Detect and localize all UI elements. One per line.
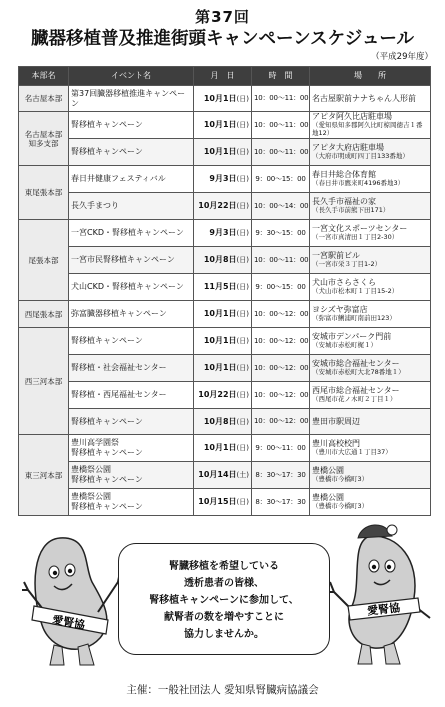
date-value: 10月15日	[198, 497, 237, 507]
venue-name: 名古屋駅前ナナちゃん人形前	[312, 93, 416, 103]
event-cell	[69, 274, 194, 301]
event-cell	[69, 220, 194, 247]
table-row	[19, 166, 431, 193]
message-line: 献腎者の数を増やすことに	[164, 612, 284, 623]
venue-address: （一宮市栄３丁目1-2）	[312, 259, 382, 268]
day-of-week: (日)	[236, 444, 249, 453]
date-cell	[194, 112, 252, 139]
event-name: 腎移植キャンペーン	[71, 120, 143, 130]
date-cell	[194, 435, 252, 462]
venue-cell	[310, 247, 431, 274]
venue-cell	[310, 355, 431, 382]
event-cell	[69, 328, 194, 355]
event-cell	[69, 112, 194, 139]
date-value: 10月1日	[203, 336, 237, 346]
branch-cell: 名古屋本部 知多支部	[19, 112, 69, 166]
venue-cell	[310, 193, 431, 220]
time-cell: 10：00～12：00	[252, 409, 310, 435]
event-name: 犬山CKD・腎移植キャンペーン	[71, 282, 184, 292]
venue-cell	[310, 462, 431, 489]
schedule-table	[18, 66, 431, 516]
venue-address: （長久手市前熊下田171）	[312, 205, 390, 214]
table-body	[19, 86, 431, 516]
venue-address: （弥富市鯏浦町南前田123）	[312, 313, 396, 322]
date-value: 10月22日	[198, 201, 237, 211]
date-cell	[194, 247, 252, 274]
venue-cell	[310, 274, 431, 301]
event-cell	[69, 489, 194, 516]
date-value: 10月8日	[203, 255, 237, 265]
day-of-week: (土)	[236, 471, 249, 480]
day-of-week: (日)	[236, 364, 249, 373]
venue-name: ヨシズヤ弥富店	[312, 305, 368, 315]
event-cell	[69, 193, 194, 220]
day-of-week: (日)	[236, 94, 249, 103]
date-value: 10月1日	[203, 309, 237, 319]
event-cell	[69, 247, 194, 274]
table-row	[19, 382, 431, 409]
date-value: 10月1日	[203, 120, 237, 130]
venue-cell	[310, 409, 431, 435]
date-cell	[194, 462, 252, 489]
date-cell	[194, 139, 252, 166]
venue-address: （西尾市花ノ木町２丁目１）	[312, 394, 397, 403]
left-mascot	[20, 520, 130, 670]
event-name-line2: 腎移植キャンペーン	[71, 448, 143, 457]
day-of-week: (日)	[236, 148, 249, 157]
page-title: 臓器移植普及推進街頭キャンペーンスケジュール	[30, 29, 415, 49]
venue-name: 安城市デンパーク門前	[312, 332, 392, 342]
right-mascot-sash: 愛腎協	[366, 601, 401, 618]
title-number: 第37回	[195, 8, 250, 26]
time-cell: 9：00～11：00	[252, 435, 310, 462]
event-name: 腎移植・社会福祉センター	[71, 363, 167, 373]
day-of-week: (日)	[236, 202, 249, 211]
time-cell: 9：30～15：00	[252, 220, 310, 247]
time-cell: 9：00～15：00	[252, 274, 310, 301]
event-name: 第37回臓器移植推進キャンペーン	[71, 88, 186, 108]
time-cell: 8：30～17：30	[252, 489, 310, 516]
branch-cell: 西三河本部	[19, 328, 69, 435]
time-cell: 10：00～11：00	[252, 247, 310, 274]
table-row	[19, 409, 431, 435]
date-value: 10月1日	[203, 93, 237, 103]
venue-cell	[310, 166, 431, 193]
message-bubble	[118, 543, 330, 655]
date-value: 11月5日	[203, 282, 237, 292]
venue-name: 一宮駅前ビル	[312, 251, 360, 261]
fiscal-year: （平成29年度）	[371, 52, 433, 62]
event-name-line2: 腎移植キャンペーン	[71, 502, 143, 511]
venue-name: 豊橋公園	[312, 466, 344, 476]
venue-address: （春日井市鷹来町4196番地3）	[312, 178, 405, 187]
column-header-venue: 場 所	[310, 67, 431, 86]
venue-cell	[310, 328, 431, 355]
venue-name: 豊川高校校門	[312, 439, 360, 449]
date-value: 10月1日	[203, 443, 237, 453]
day-of-week: (日)	[236, 391, 249, 400]
event-cell	[69, 409, 194, 435]
time-cell: 10：00～12：00	[252, 301, 310, 328]
mascot-body	[326, 525, 430, 664]
time-cell: 10：00～14：00	[252, 193, 310, 220]
table-row	[19, 301, 431, 328]
date-cell	[194, 301, 252, 328]
venue-address: （愛知県知多郡阿久比町椋岡徳吉１番地12）	[312, 121, 423, 137]
branch-cell: 東尾張本部	[19, 166, 69, 220]
date-cell	[194, 489, 252, 516]
day-of-week: (日)	[236, 310, 249, 319]
venue-cell	[310, 139, 431, 166]
branch-cell: 西尾張本部	[19, 301, 69, 328]
table-row	[19, 274, 431, 301]
venue-name: 長久手市福祉の家	[312, 197, 376, 207]
event-name: 豊川高学園祭	[71, 438, 119, 448]
event-name: 豊橋祭公園	[71, 465, 111, 475]
venue-name: 一宮文化スポーツセンター	[312, 224, 408, 234]
venue-name: アピタ大府店駐車場	[312, 143, 384, 153]
event-name: 腎移植キャンペーン	[71, 416, 143, 426]
time-cell: 10：00～11：00	[252, 86, 310, 112]
date-cell	[194, 86, 252, 112]
event-name: 腎移植キャンペーン	[71, 336, 143, 346]
table-row	[19, 489, 431, 516]
date-cell	[194, 382, 252, 409]
table-row	[19, 86, 431, 112]
day-of-week: (日)	[236, 229, 249, 238]
column-header-branch: 本部名	[19, 67, 69, 86]
event-cell	[69, 355, 194, 382]
venue-name: アピタ阿久比店駐車場	[312, 112, 392, 122]
day-of-week: (日)	[236, 283, 249, 292]
event-name: 一宮市民腎移植キャンペーン	[71, 255, 175, 265]
column-header-date: 月 日	[194, 67, 252, 86]
column-header-time: 時 間	[252, 67, 310, 86]
time-cell: 10：00～12：00	[252, 355, 310, 382]
event-name: 腎移植キャンペーン	[71, 147, 143, 157]
venue-address: （犬山市松本町１丁目15-2）	[312, 286, 399, 295]
venue-address: （豊川市大広通１丁目37）	[312, 447, 392, 456]
column-header-event: イベント名	[69, 67, 194, 86]
date-cell	[194, 409, 252, 435]
date-value: 10月1日	[203, 147, 237, 157]
event-name: 一宮CKD・腎移植キャンペーン	[71, 228, 184, 238]
venue-address: （豊橋市今橋町3）	[312, 474, 369, 483]
table-row	[19, 193, 431, 220]
left-mascot-sash: 愛腎協	[51, 613, 86, 632]
venue-address: （安城市赤松町大北78番地１）	[312, 367, 405, 376]
date-cell	[194, 274, 252, 301]
venue-cell	[310, 86, 431, 112]
date-value: 9月3日	[209, 174, 237, 184]
venue-address: （一宮市真清田１丁目2-30）	[312, 232, 399, 241]
table-row	[19, 247, 431, 274]
event-name: 長久手まつり	[71, 201, 119, 211]
event-name-line2: 腎移植キャンペーン	[71, 475, 143, 484]
event-cell	[69, 139, 194, 166]
table-row	[19, 139, 431, 166]
table-header	[19, 67, 431, 86]
date-cell	[194, 328, 252, 355]
event-name: 腎移植・西尾福祉センター	[71, 390, 167, 400]
venue-cell	[310, 435, 431, 462]
venue-cell	[310, 112, 431, 139]
time-cell: 9：00～15：00	[252, 166, 310, 193]
mascot-body	[22, 538, 126, 665]
branch-cell: 東三河本部	[19, 435, 69, 516]
venue-address: （安城市赤松町梶１）	[312, 340, 377, 349]
event-cell	[69, 435, 194, 462]
time-cell: 10：00～11：00	[252, 112, 310, 139]
organizer-footer: 主催：一般社団法人 愛知県腎臓病協議会	[126, 684, 319, 696]
event-name: 豊橋祭公園	[71, 492, 111, 502]
table-row	[19, 328, 431, 355]
branch-cell: 名古屋本部	[19, 86, 69, 112]
message-line: 腎臓移植を希望している	[169, 561, 279, 572]
venue-cell	[310, 382, 431, 409]
day-of-week: (日)	[236, 337, 249, 346]
time-cell: 8：30～17：30	[252, 462, 310, 489]
date-value: 10月8日	[203, 416, 237, 426]
day-of-week: (日)	[236, 498, 249, 507]
table-row	[19, 462, 431, 489]
venue-address: （大府市明成町四丁目133番地）	[312, 151, 409, 160]
venue-cell	[310, 220, 431, 247]
event-name: 春日井健康フェスティバル	[71, 174, 166, 184]
date-value: 9月3日	[209, 228, 237, 238]
event-cell	[69, 382, 194, 409]
date-value: 10月1日	[203, 363, 237, 373]
venue-name: 春日井総合体育館	[312, 170, 376, 180]
venue-address: （豊橋市今橋町3）	[312, 501, 369, 510]
event-name: 弥富臓器移植キャンペーン	[71, 309, 167, 319]
message-line: 透析患者の皆様、	[184, 578, 264, 589]
day-of-week: (日)	[236, 256, 249, 265]
branch-cell: 尾張本部	[19, 220, 69, 301]
day-of-week: (日)	[236, 175, 249, 184]
table-row	[19, 435, 431, 462]
time-cell: 10：00～12：00	[252, 328, 310, 355]
venue-name: 安城市総合福祉センター	[312, 359, 400, 369]
event-cell	[69, 301, 194, 328]
table-row	[19, 355, 431, 382]
event-cell	[69, 166, 194, 193]
message-line: 腎移植キャンペーンに参加して、	[149, 595, 299, 606]
event-cell	[69, 86, 194, 112]
event-cell	[69, 462, 194, 489]
time-cell: 10：00～11：00	[252, 139, 310, 166]
date-cell	[194, 166, 252, 193]
day-of-week: (日)	[236, 417, 249, 426]
date-cell	[194, 220, 252, 247]
venue-name: 豊田市駅周辺	[312, 416, 360, 426]
venue-name: 西尾市総合福祉センター	[312, 386, 400, 396]
date-cell	[194, 193, 252, 220]
venue-name: 犬山市さらさくら	[312, 278, 376, 288]
date-cell	[194, 355, 252, 382]
table-row	[19, 220, 431, 247]
table-row	[19, 112, 431, 139]
day-of-week: (日)	[236, 121, 249, 130]
date-value: 10月14日	[198, 470, 237, 480]
date-value: 10月22日	[198, 390, 237, 400]
right-mascot	[322, 518, 437, 670]
time-cell: 10：00～12：00	[252, 382, 310, 409]
venue-name: 豊橋公園	[312, 493, 344, 503]
message-line: 協力しませんか。	[184, 629, 264, 640]
venue-cell	[310, 301, 431, 328]
venue-cell	[310, 489, 431, 516]
